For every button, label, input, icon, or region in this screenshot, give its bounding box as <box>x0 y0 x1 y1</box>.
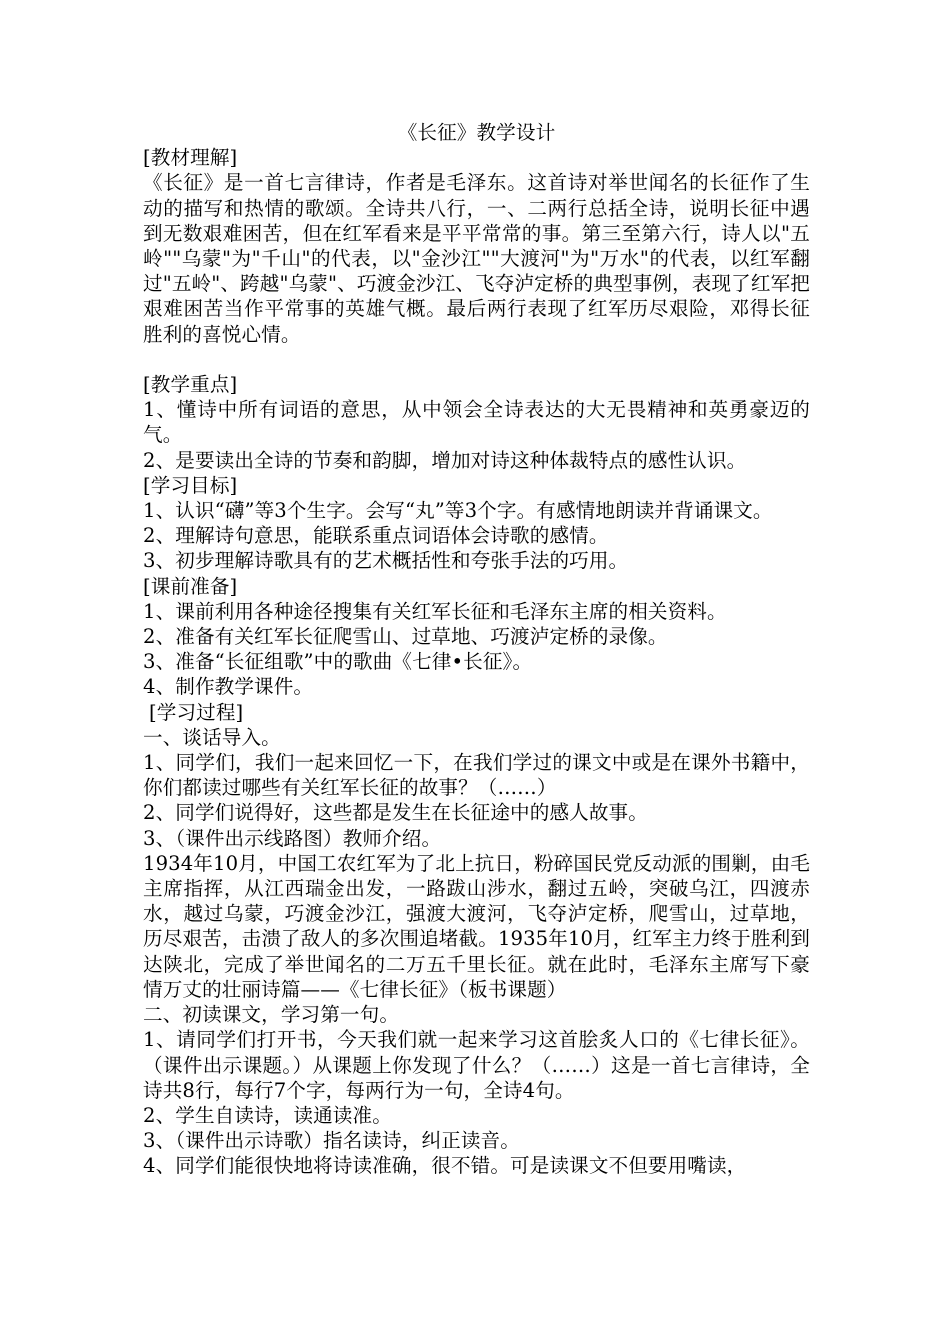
blank-line <box>143 347 810 372</box>
material-paragraph: 《长征》是一首七言律诗，作者是毛泽东。这首诗对举世闻名的长征作了生动的描写和热情的歌颂。全诗共八行，一、二两行总括全诗，说明长征中遇到无数艰难困苦，但在红军看来是平平常常的事。第三至第六行，诗人以"五岭""乌蒙"为"千山"的代表，以"金沙江""大渡河"为"万水"的代表，以红军翻过"五岭"、跨越"乌蒙"、巧渡金沙江、飞夺泸定桥的典型事例，表现了红军把艰难困苦当作平常事的英雄气概。最后两行表现了红军历尽艰险，邓得长征胜利的喜悦心情。 <box>143 171 810 346</box>
process-part1-item: 2、同学们说得好，这些都是发生在长征途中的感人故事。 <box>143 801 648 825</box>
section-heading-key-points: [教学重点] <box>143 373 238 397</box>
process-part1-item: 1、同学们，我们一起来回忆一下，在我们学过的课文中或是在课外书籍中，你们都读过哪些有关红军长征的故事？（……） <box>143 751 810 800</box>
process-part2-item: 3、（课件出示诗歌）指名读诗，纠正读音。 <box>143 1129 520 1153</box>
section-heading-goals: [学习目标] <box>143 473 238 497</box>
process-part2-item: 2、学生自读诗，读通读准。 <box>143 1103 392 1127</box>
prep-item: 1、课前利用各种途径搜集有关红军长征和毛泽东主席的相关资料。 <box>143 599 727 623</box>
prep-item: 2、准备有关红军长征爬雪山、过草地、巧渡泸定桥的录像。 <box>143 625 668 649</box>
process-part2-heading: 二、初读课文，学习第一句。 <box>143 1003 400 1027</box>
prep-item: 3、准备“长征组歌”中的歌曲《七律•长征》。 <box>143 650 533 674</box>
section-heading-prep: [课前准备] <box>143 574 238 598</box>
process-part1-paragraph: 1934年10月，中国工农红军为了北上抗日，粉碎国民党反动派的围剿，由毛主席指挥，从江西瑞金出发，一路跋山涉水，翻过五岭，突破乌江，四渡赤水，越过乌蒙，巧渡金沙江，强渡大渡河，飞夺泸定桥，爬雪山，过草地，历尽艰苦，击溃了敌人的多次围追堵截。1935年10月，红军主力终于胜利到达陕北，完成了举世闻名的二万五千里长征。就在此时，毛泽东主席写下豪情万丈的壮丽诗篇——《七律长征》（板书课题） <box>143 851 810 1001</box>
process-part1-item: 3、（课件出示线路图）教师介绍。 <box>143 826 442 850</box>
goal-item: 1、认识“礴”等3个生字。会写“丸”等3个字。有感情地朗读并背诵课文。 <box>143 499 773 523</box>
key-point-item: 1、懂诗中所有词语的意思，从中领会全诗表达的大无畏精神和英勇豪迈的气。 <box>143 398 810 447</box>
process-part2-item: 4、同学们能很快地将诗读准确，很不错。可是读课文不但要用嘴读， <box>143 1154 747 1178</box>
section-heading-material: [教材理解] <box>143 146 238 170</box>
process-part1-heading: 一、谈话导入。 <box>143 725 281 749</box>
prep-item: 4、制作教学课件。 <box>143 675 314 699</box>
key-point-item: 2、是要读出全诗的节奏和韵脚，增加对诗这种体裁特点的感性认识。 <box>143 448 747 472</box>
document-title: 《长征》教学设计 <box>397 121 556 144</box>
goal-item: 2、理解诗句意思，能联系重点词语体会诗歌的感情。 <box>143 524 609 548</box>
section-heading-process: [学习过程] <box>149 700 244 724</box>
process-part2-item: 1、请同学们打开书，今天我们就一起来学习这首脍炙人口的《七律长征》。（课件出示课题。）从课题上你发现了什么？（……）这是一首七言律诗，全诗共8行，每行7个字，每两行为一句，全诗4句。 <box>143 1028 810 1102</box>
goal-item: 3、初步理解诗歌具有的艺术概括性和夸张手法的巧用。 <box>143 549 629 573</box>
document-page <box>143 120 810 1179</box>
